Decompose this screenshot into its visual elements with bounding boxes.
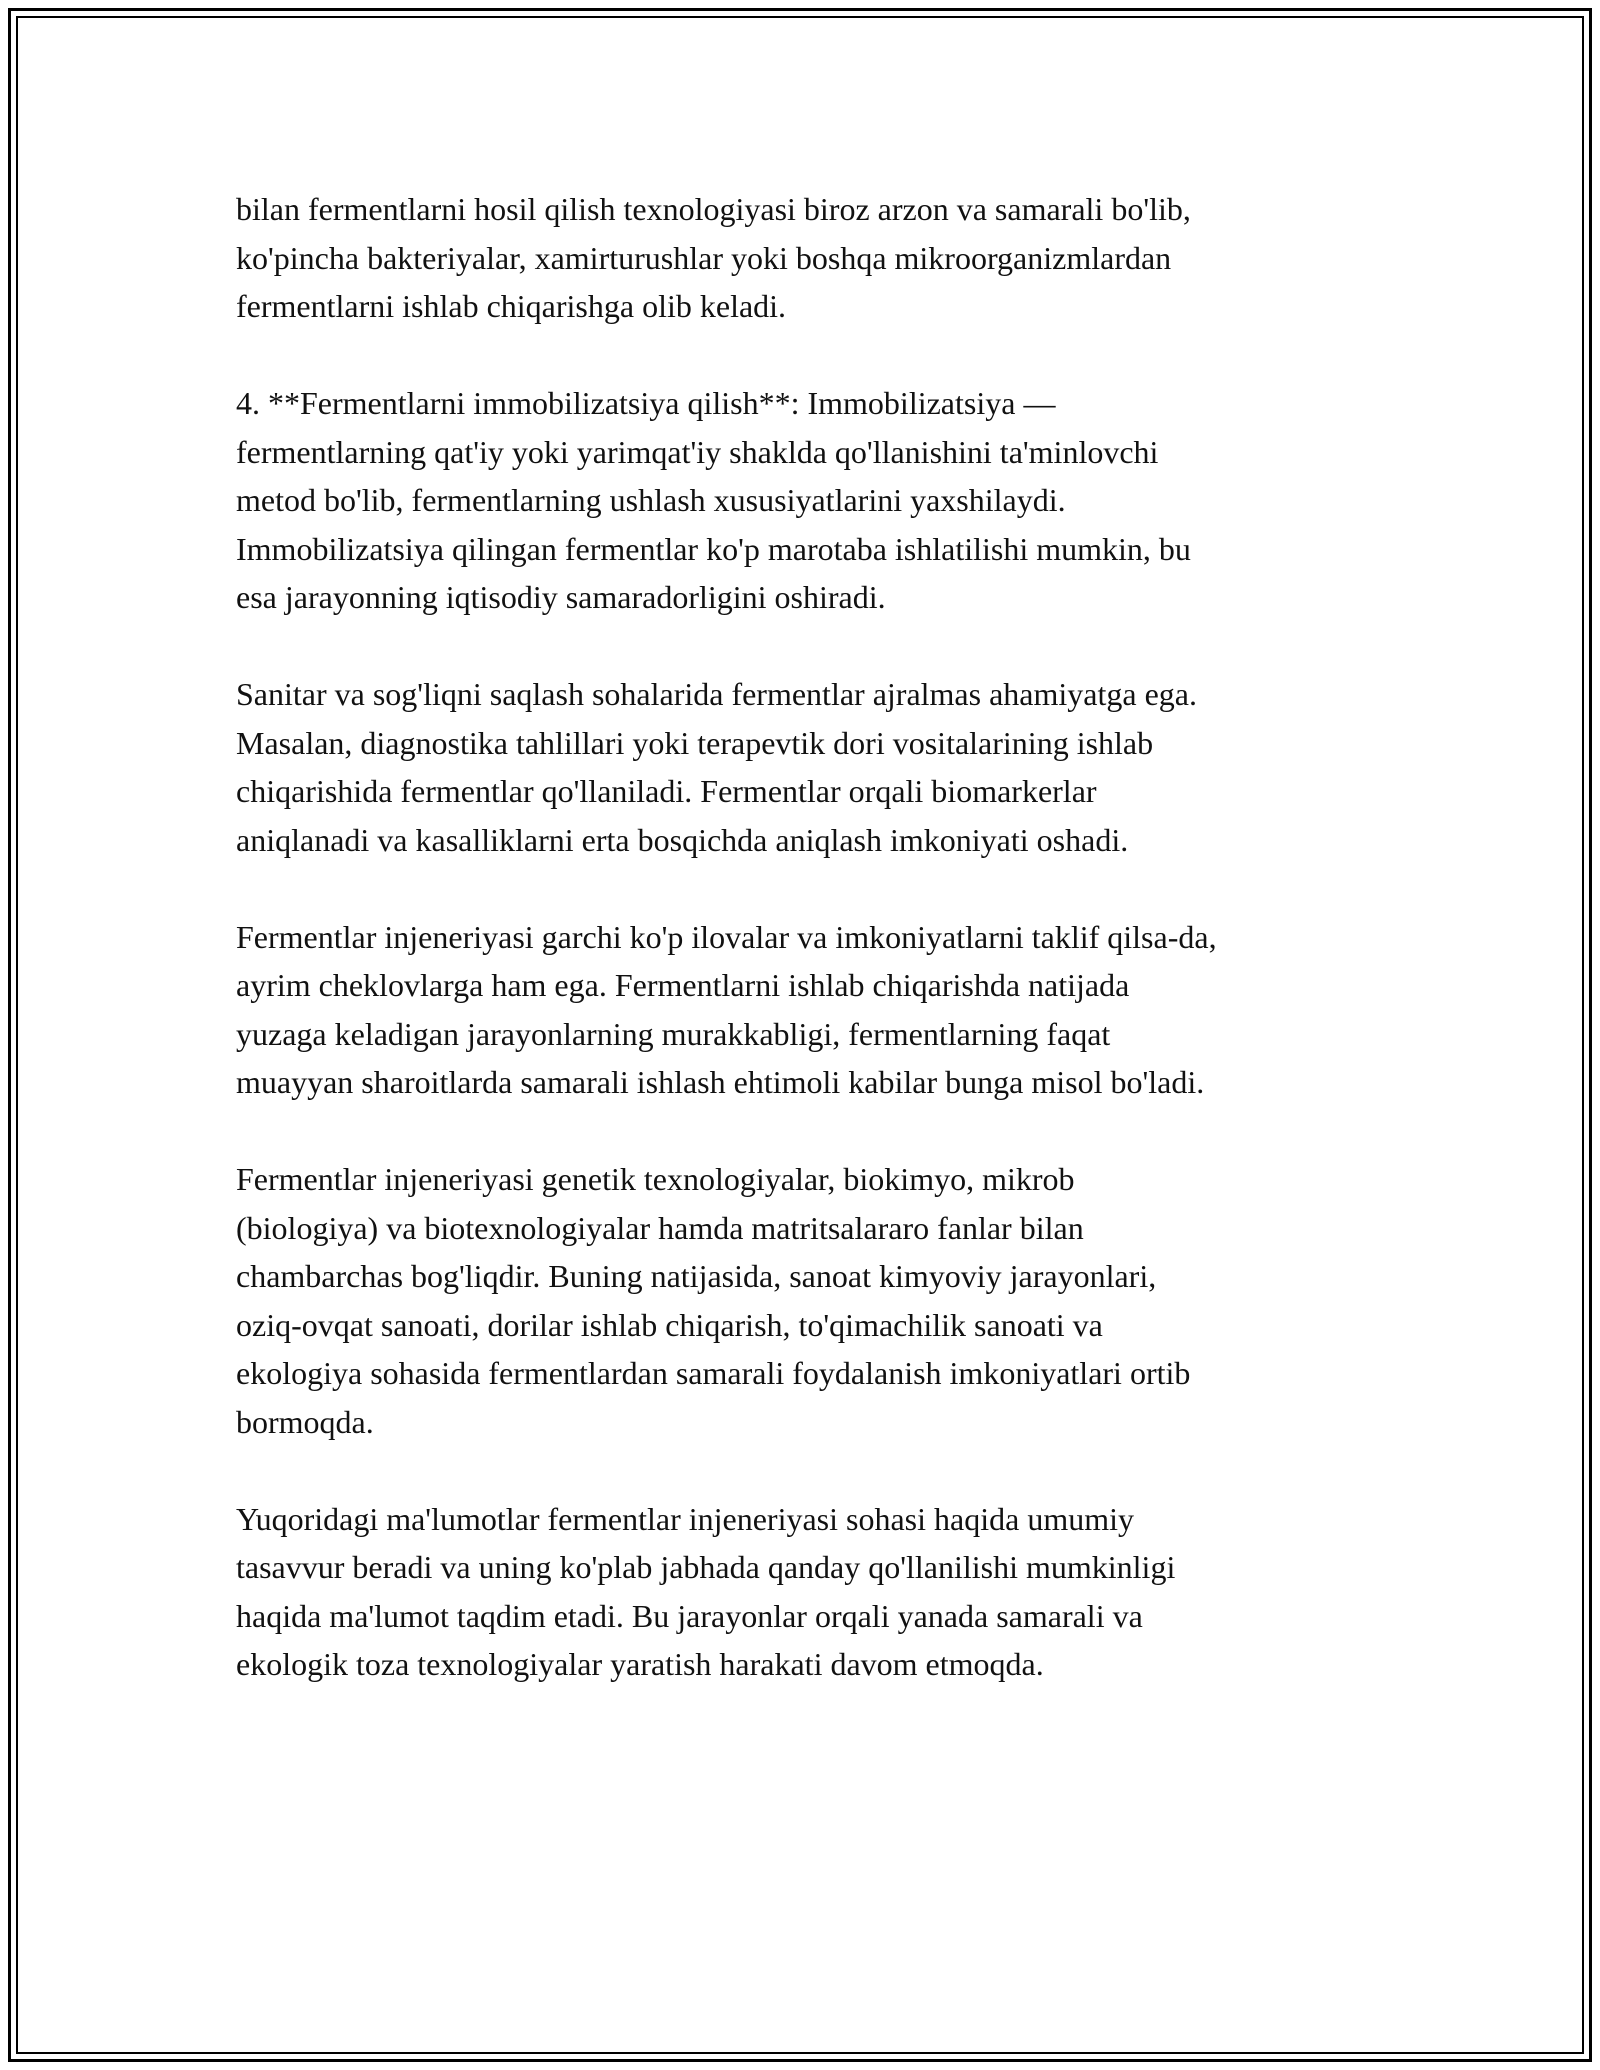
text-line: chambarchas bog'liqdir. Buning natijasida, sanoat kimyoviy jarayonlari, xyxy=(236,1258,1157,1294)
paragraph-5 xyxy=(236,1155,1376,1446)
text-line: Sanitar va sog'liqni saqlash sohalarida fermentlar ajralmas ahamiyatga ega. xyxy=(236,676,1197,712)
text-line: fermentlarning qat'iy yoki yarimqat'iy shaklda qo'llanishini ta'minlovchi xyxy=(236,433,1159,470)
text-line: ekologik toza texnologiyalar yaratish harakati davom etmoqda. xyxy=(236,1646,1044,1682)
text-line: muayyan sharoitlarda samarali ishlash ehtimoli kabilar bunga misol bo'ladi. xyxy=(236,1064,1205,1100)
text-line: aniqlanadi va kasalliklarni erta bosqichda aniqlash imkoniyati oshadi. xyxy=(236,821,1129,858)
text-line: fermentlarni ishlab chiqarishga olib keladi. xyxy=(236,288,787,324)
paragraph-4 xyxy=(236,913,1376,1107)
paragraph-3 xyxy=(236,670,1376,864)
paragraph-1 xyxy=(236,185,1376,331)
text-line: Masalan, diagnostika tahlillari yoki terapevtik dori vositalarining ishlab xyxy=(236,724,1154,761)
text-line: Fermentlar injeneriyasi garchi ko'p ilovalar va imkoniyatlarni taklif qilsa-da, xyxy=(236,918,1217,955)
text-line: Fermentlar injeneriyasi genetik texnologiyalar, biokimyo, mikrob xyxy=(236,1161,1075,1197)
document-body xyxy=(236,185,1376,1737)
text-line: ayrim cheklovlarga ham ega. Fermentlarni ishlab chiqarishda natijada xyxy=(236,967,1130,1003)
text-line: Yuqoridagi ma'lumotlar fermentlar injeneriyasi sohasi haqida umumiy xyxy=(236,1500,1134,1537)
text-line: tasavvur beradi va uning ko'plab jabhada qanday qo'llanilishi mumkinligi xyxy=(236,1549,1176,1585)
text-line: yuzaga keladigan jarayonlarning murakkabligi, fermentlarning faqat xyxy=(236,1015,1111,1052)
text-line: ko'pincha bakteriyalar, xamirturushlar yoki boshqa mikroorganizmlardan xyxy=(236,239,1172,276)
text-line: (biologiya) va biotexnologiyalar hamda matritsalararo fanlar bilan xyxy=(236,1209,1084,1246)
text-line: Immobilizatsiya qilingan fermentlar ko'p marotaba ishlatilishi mumkin, bu xyxy=(236,530,1191,567)
text-line: oziq-ovqat sanoati, dorilar ishlab chiqarish, to'qimachilik sanoati va xyxy=(236,1306,1103,1343)
text-line: chiqarishida fermentlar qo'llaniladi. Fermentlar orqali biomarkerlar xyxy=(236,773,1097,809)
text-line: ekologiya sohasida fermentlardan samarali foydalanish imkoniyatlari ortib xyxy=(236,1355,1191,1391)
text-line: bilan fermentlarni hosil qilish texnologiyasi biroz arzon va samarali bo'lib, xyxy=(236,191,1191,227)
paragraph-2 xyxy=(236,379,1376,622)
text-line: esa jarayonning iqtisodiy samaradorligini oshiradi. xyxy=(236,579,886,615)
text-line: metod bo'lib, fermentlarning ushlash xususiyatlarini yaxshilaydi. xyxy=(236,482,1066,518)
text-line: 4. **Fermentlarni immobilizatsiya qilish**: Immobilizatsiya — xyxy=(236,385,1056,421)
paragraph-6 xyxy=(236,1495,1376,1689)
text-line: haqida ma'lumot taqdim etadi. Bu jarayonlar orqali yanada samarali va xyxy=(236,1597,1143,1634)
text-line: bormoqda. xyxy=(236,1403,374,1440)
